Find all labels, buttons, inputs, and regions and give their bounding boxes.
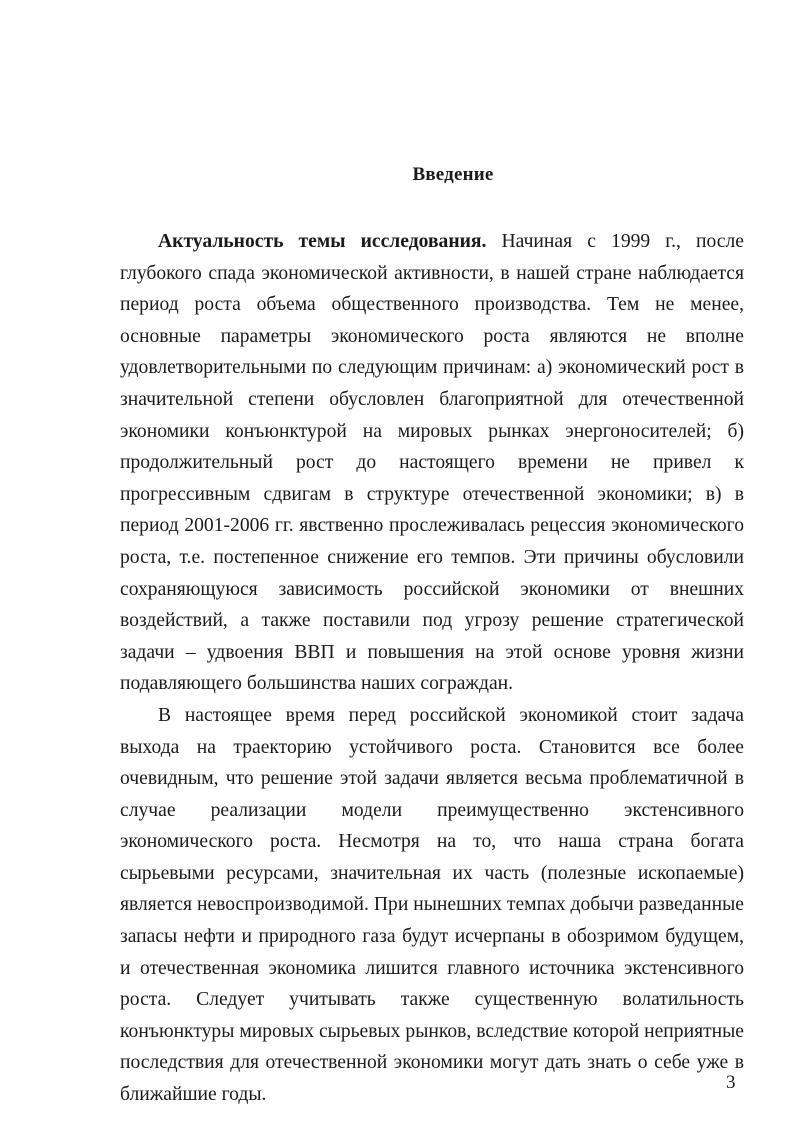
page-number: 3 (726, 1072, 736, 1093)
paragraph-relevance (120, 226, 744, 700)
paragraph-text: Начиная с 1999 г., после глубокого спада экономической активности, в нашей стране наблюдается период роста объема общественного производства. Тем не менее, основные параметры экономического роста являются не вполне удовлетворительными по следующим причинам: а) экономический рост в значительной степени обусловлен благоприятной для отечественной экономики конъюнктурой на мировых рынках энергоносителей; б) продолжительный рост до настоящего времени не привел к прогрессивным сдвигам в структуре отечественной экономики; в) в период 2001-2006 гг. явственно прослеживалась рецессия экономического роста, т.е. постепенное снижение его темпов. Эти причины обусловили сохраняющуюся зависимость российской экономики от внешних воздействий, а также поставили под угрозу решение стратегической задачи – удвоения ВВП и повышения на этой основе уровня жизни подавляющего большинства наших сограждан. (120, 231, 744, 695)
paragraph-lead-bold: Актуальность темы исследования. (158, 231, 487, 252)
paragraph-current-state (120, 700, 744, 1111)
body-text (120, 226, 744, 1111)
paragraph-text: В настоящее время перед российской экономикой стоит задача выхода на траекторию устойчивого роста. Становится все более очевидным, что решение этой задачи является весьма проблематичной в случае реализации модели преимущественно экстенсивного экономического роста. Несмотря на то, что наша страна богата сырьевыми ресурсами, значительная их часть (полезные ископаемые) является невоспроизводимой. При нынешних темпах добычи разведанные запасы нефти и природного газа будут исчерпаны в обозримом будущем, и отечественная экономика лишится главного источника экстенсивного роста. Следует учитывать также существенную волатильность конъюнктуры мировых сырьевых рынков, вследствие которой неприятные последствия для отечественной экономики могут дать знать о себе уже в ближайшие годы. (120, 704, 744, 1106)
section-title: Введение (412, 164, 494, 185)
